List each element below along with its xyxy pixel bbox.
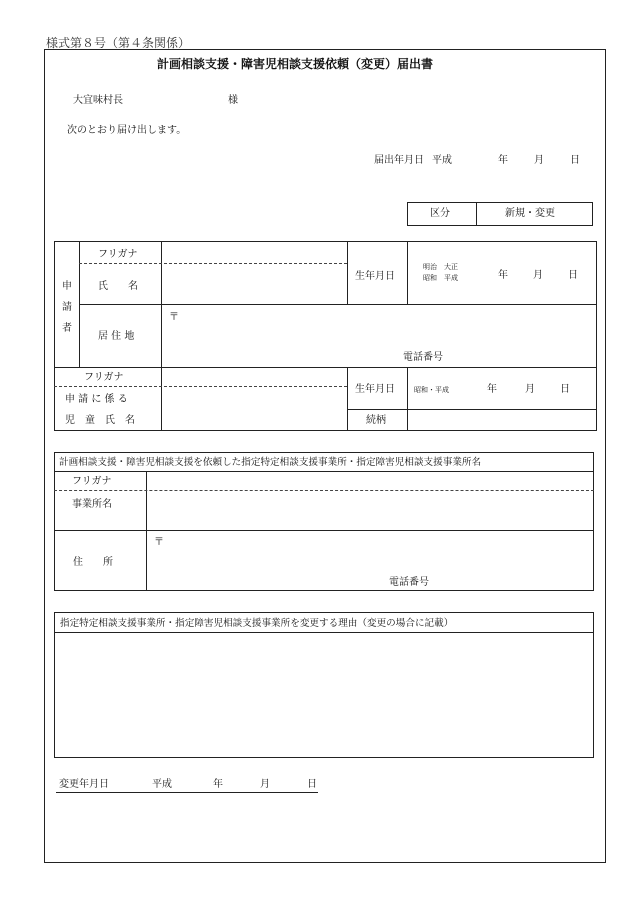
applicant-furigana-label: フリガナ [98, 249, 138, 260]
change-date-month: 月 [260, 779, 270, 790]
child-furigana-line [54, 386, 347, 387]
category-divider [476, 202, 477, 226]
office-furigana-field[interactable] [148, 473, 592, 489]
child-birth-divider-1 [347, 367, 348, 431]
child-furigana-field[interactable] [162, 368, 346, 385]
page-title: 計画相談支援・障害児相談支援依頼（変更）届出書 [157, 57, 434, 71]
office-header: 計画相談支援・障害児相談支援を依頼した指定特定相談支援事業所・指定障害児相談支援事業所名 [59, 457, 482, 468]
reason-field[interactable] [56, 634, 592, 756]
child-birth-day: 日 [560, 384, 570, 395]
filing-date-label: 届出年月日 [374, 155, 424, 166]
applicant-name-field[interactable] [162, 265, 346, 303]
office-postal-mark: 〒 [154, 537, 164, 548]
child-name-field[interactable] [162, 388, 346, 430]
addressee: 大宜味村長 [73, 95, 123, 106]
applicant-birth-month: 月 [533, 270, 543, 281]
applicant-birth-day: 日 [568, 270, 578, 281]
applicant-era-row-1[interactable]: 明治 大正 [423, 263, 458, 271]
office-phone-label: 電話番号 [389, 577, 429, 588]
child-birthdate-label: 生年月日 [355, 384, 395, 395]
office-furigana-line [54, 490, 594, 491]
office-name-field[interactable] [148, 492, 592, 528]
change-date-era: 平成 [152, 779, 172, 790]
child-era[interactable]: 昭和・平成 [414, 386, 449, 394]
filing-date-day: 日 [570, 155, 580, 166]
applicant-era-row-2[interactable]: 昭和 平成 [423, 274, 458, 282]
change-date-label: 変更年月日 [59, 779, 109, 790]
child-birth-month: 月 [525, 384, 535, 395]
child-relation-label: 続柄 [366, 415, 386, 426]
applicant-side-label-3: 者 [62, 323, 72, 334]
applicant-furigana-field[interactable] [162, 242, 346, 262]
reason-header-line [54, 632, 594, 633]
applicant-phone-label: 電話番号 [403, 352, 443, 363]
applicant-row-line-1 [79, 304, 597, 305]
intro-text: 次のとおり届け出します。 [67, 125, 187, 136]
category-label: 区分 [430, 208, 450, 219]
change-date-day: 日 [307, 779, 317, 790]
reason-header: 指定特定相談支援事業所・指定障害児相談支援事業所を変更する理由（変更の場合に記載） [60, 618, 454, 629]
applicant-name-label: 氏 名 [98, 281, 138, 292]
office-header-line [54, 471, 594, 472]
honorific: 様 [228, 95, 238, 106]
child-birth-divider-2 [407, 367, 408, 431]
applicant-address-field[interactable] [180, 308, 590, 348]
applicant-side-label-1: 申 [62, 281, 72, 292]
applicant-birth-divider-2 [407, 241, 408, 304]
filing-date-era: 平成 [432, 155, 452, 166]
office-row-line [54, 530, 594, 531]
change-date-year: 年 [213, 779, 223, 790]
child-relation-field[interactable] [409, 411, 595, 430]
applicant-birth-divider-1 [347, 241, 348, 304]
applicant-birth-year: 年 [498, 270, 508, 281]
applicant-furigana-line [79, 263, 347, 264]
filing-date-month: 月 [534, 155, 544, 166]
office-name-label: 事業所名 [72, 499, 112, 510]
change-date-underline [56, 792, 318, 793]
child-label-1: 申 請 に 係 る [65, 394, 128, 405]
child-relation-line [347, 409, 597, 410]
applicant-address-label: 居 住 地 [98, 331, 135, 342]
child-furigana-label: フリガナ [84, 372, 124, 383]
office-address-field[interactable] [165, 534, 590, 572]
child-birth-year: 年 [487, 384, 497, 395]
form-number: 様式第８号（第４条関係） [46, 36, 191, 50]
category-value[interactable]: 新規・変更 [505, 208, 555, 219]
applicant-birthdate-label: 生年月日 [355, 271, 395, 282]
applicant-postal-mark: 〒 [169, 312, 179, 323]
applicant-side-label-2: 請 [62, 302, 72, 313]
filing-date-year: 年 [498, 155, 508, 166]
child-label-2: 児 童 氏 名 [65, 415, 135, 426]
office-label-divider [146, 471, 147, 591]
office-address-label: 住 所 [73, 557, 113, 568]
office-furigana-label: フリガナ [72, 476, 112, 487]
